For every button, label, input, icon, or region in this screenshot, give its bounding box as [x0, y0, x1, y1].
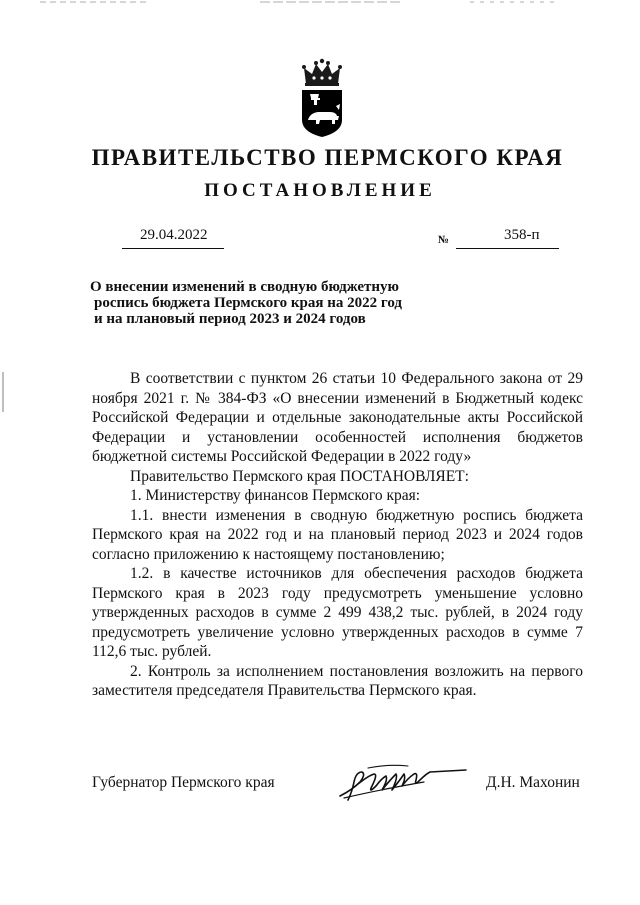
subject-line: роспись бюджета Пермского края на 2022 год — [94, 295, 402, 311]
document-subject — [90, 279, 434, 327]
signer-name: Д.Н. Махонин — [486, 774, 580, 791]
document-type: ПОСТАНОВЛЕНИЕ — [204, 180, 436, 201]
subject-line: и на плановый период 2023 и 2024 годов — [94, 311, 366, 327]
clause-1-1-paragraph: 1.1. внести изменения в сводную бюджетную роспись бюджета Пермского края на 2022 год и на плановый период 2023 и 2024 годов согласно приложению к настоящему постановлению; — [92, 506, 583, 563]
clause-2-paragraph: 2. Контроль за исполнением постановления возложить на первого заместителя председателя Правительства Пермского края. — [92, 662, 583, 699]
perm-krai-emblem-icon — [298, 58, 346, 138]
number-field — [456, 226, 559, 249]
scan-top-marks — [0, 0, 640, 6]
document-body — [92, 369, 583, 701]
number-label: № — [438, 234, 450, 246]
clause-1-paragraph: 1. Министерству финансов Пермского края: — [130, 487, 421, 504]
preamble-paragraph: В соответствии с пунктом 26 статьи 10 Федерального закона от 29 ноября 2021 г. № 384-ФЗ «О внесении изменений в Бюджетный кодекс Российской Федерации и отдельные законодательные акты Российской Федерации и установлении особенностей исполнения бюджетов бюджетной системы Российской Федерации в 2022 году» — [92, 370, 583, 465]
handwritten-signature-icon — [338, 760, 470, 806]
subject-line: О внесении изменений в сводную бюджетную — [90, 279, 400, 295]
document-date: 29.04.2022 — [140, 227, 208, 243]
government-title: ПРАВИТЕЛЬСТВО ПЕРМСКОГО КРАЯ — [91, 145, 564, 170]
signer-title: Губернатор Пермского края — [92, 774, 275, 791]
date-field — [122, 226, 224, 249]
scan-side-mark — [2, 372, 4, 412]
resolution-paragraph: Правительство Пермского края ПОСТАНОВЛЯЕТ: — [130, 467, 469, 485]
document-number: 358-п — [504, 227, 540, 243]
clause-1-2-paragraph: 1.2. в качестве источников для обеспечения расходов бюджета Пермского края в 2023 году предусмотреть уменьшение условно утвержденных расходов в сумме 2 499 438,2 тыс. рублей, в 2024 году предусмотреть увеличение условно утвержденных расходов в сумме 7 112,6 тыс. рублей. — [92, 565, 583, 660]
